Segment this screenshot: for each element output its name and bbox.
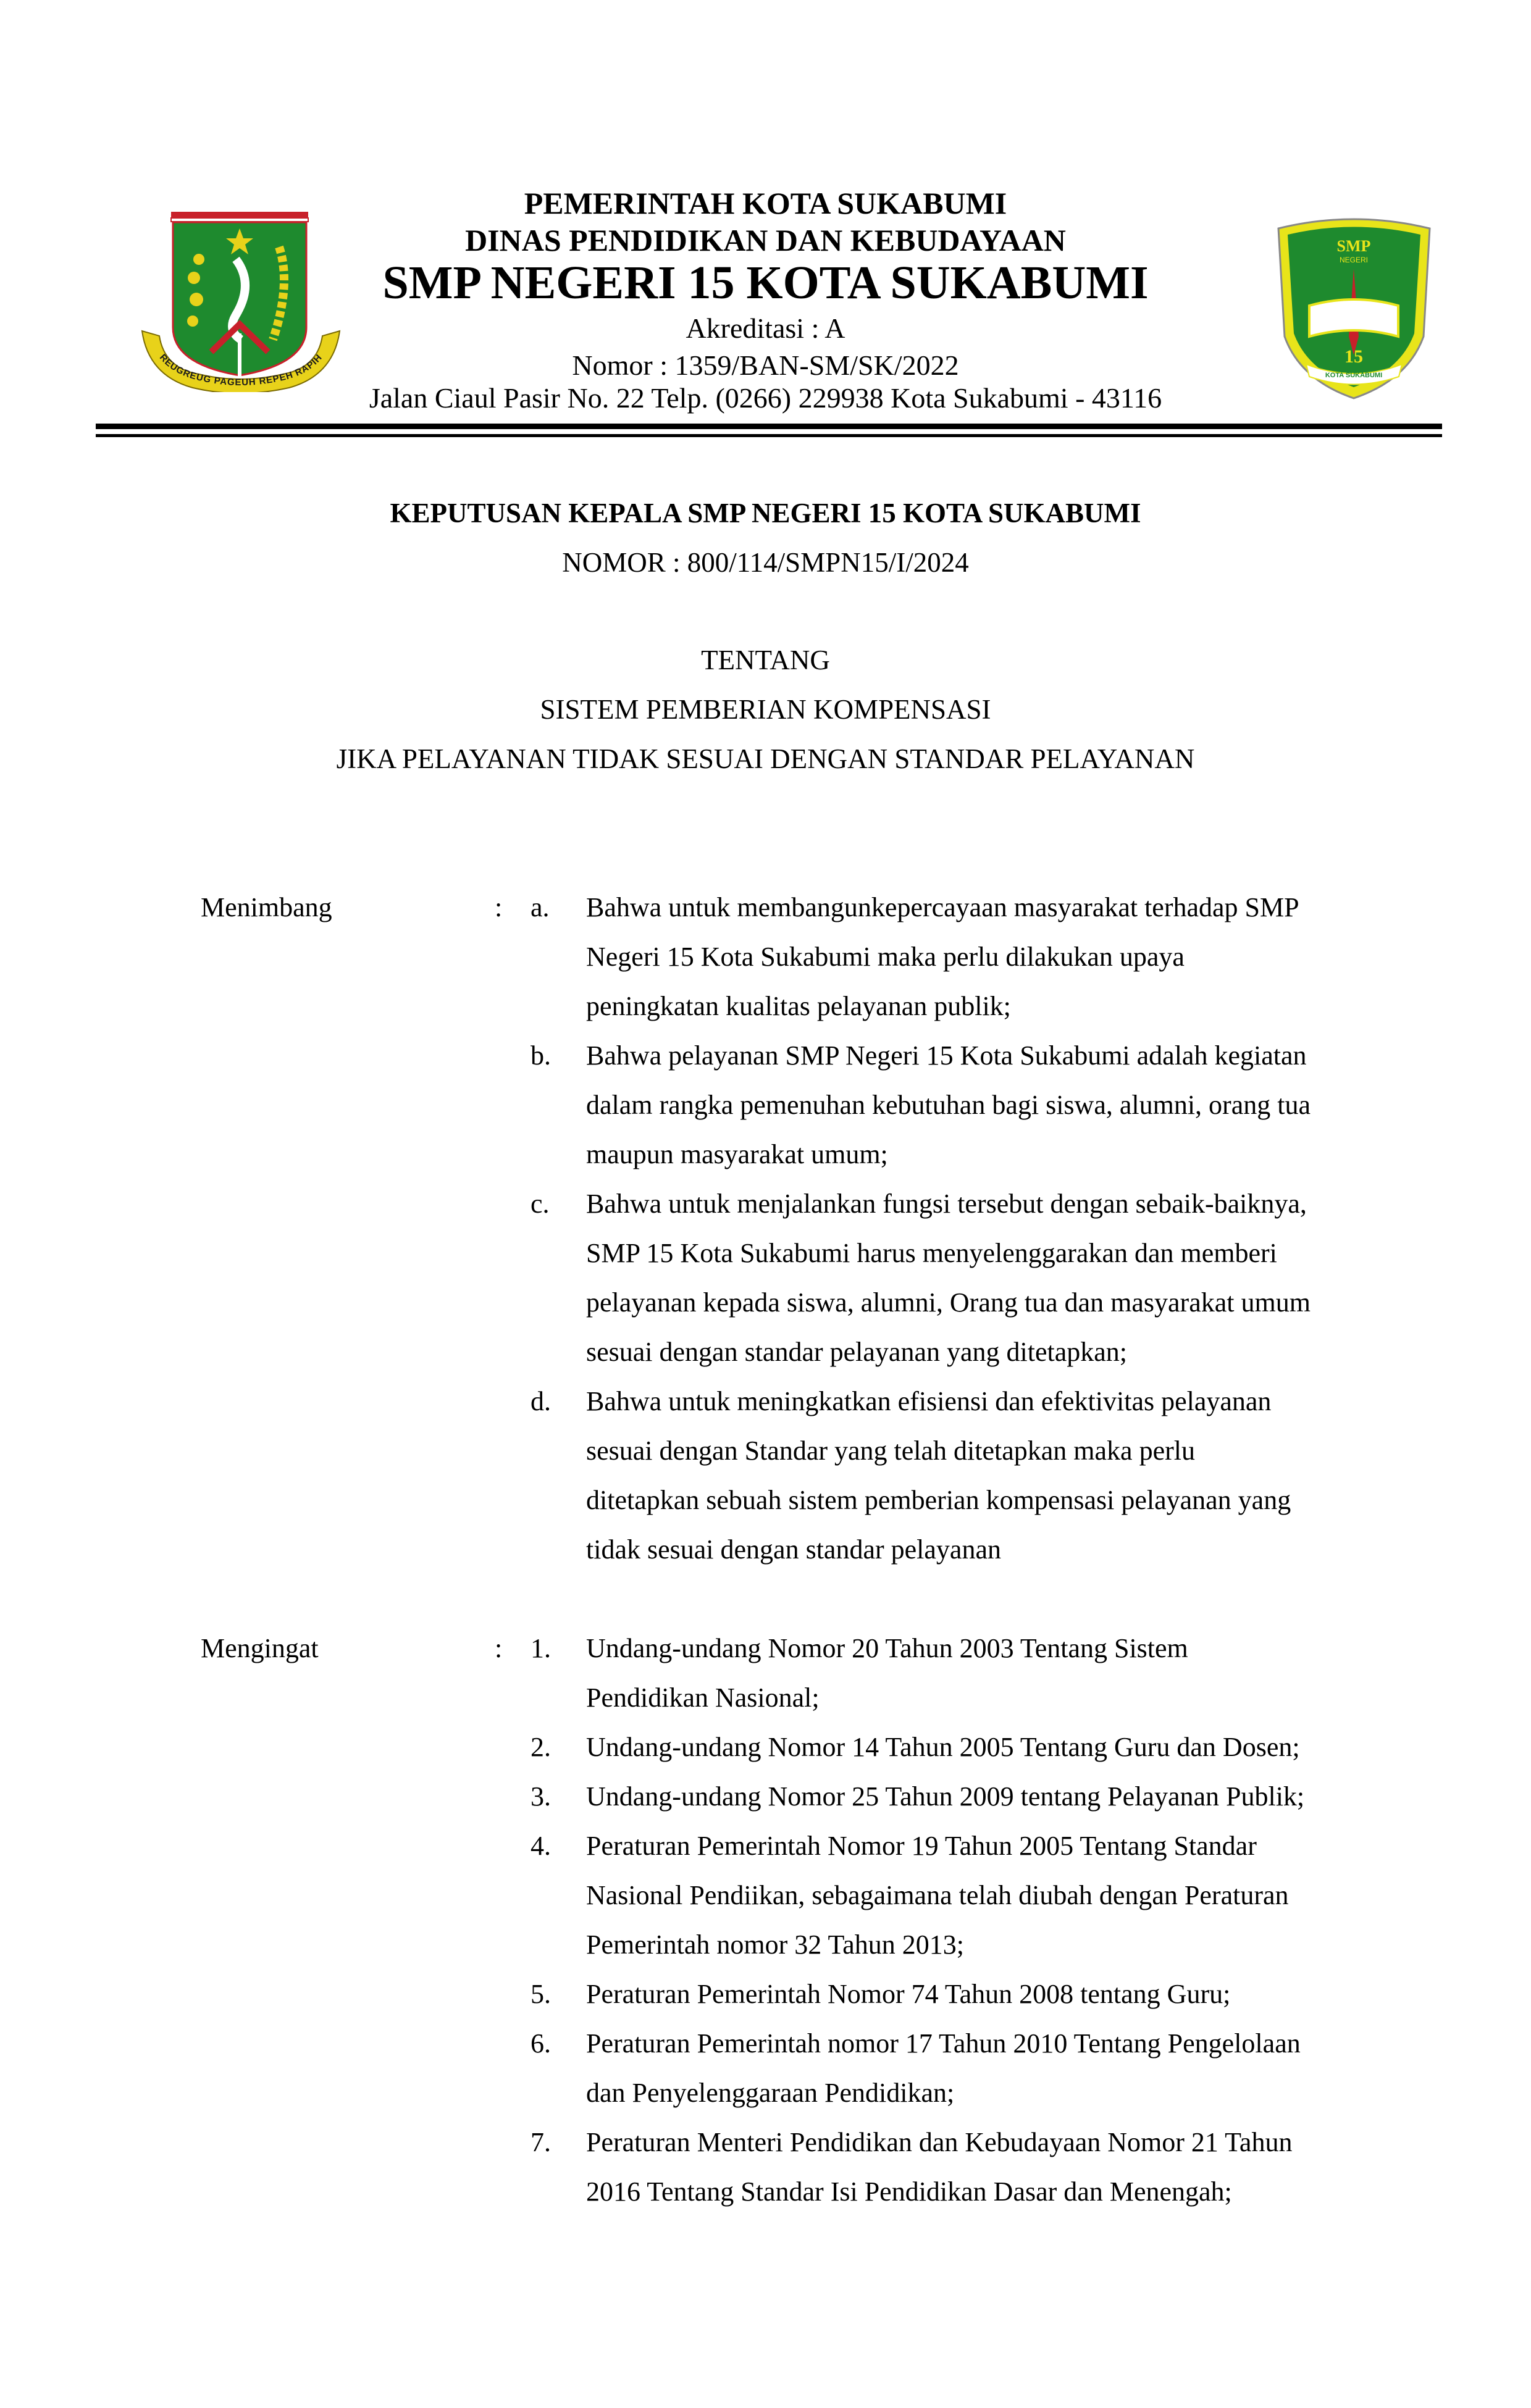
item-text-line: tidak sesuai dengan standar pelayanan bbox=[586, 1534, 1001, 1565]
label-spacer bbox=[201, 1377, 495, 1574]
item-text bbox=[586, 1179, 1374, 1377]
decree-body bbox=[201, 883, 1374, 2217]
clause-item bbox=[201, 2019, 1374, 2118]
item-text bbox=[586, 1723, 1374, 1772]
clause-item bbox=[201, 1624, 1374, 1723]
decree-number: NOMOR : 800/114/SMPN15/I/2024 bbox=[562, 547, 969, 578]
section-colon: : bbox=[495, 1633, 503, 1663]
item-text-line: Undang-undang Nomor 14 Tahun 2005 Tentang Guru dan Dosen; bbox=[586, 1732, 1300, 1762]
clause-item bbox=[201, 1179, 1374, 1377]
item-text-line: 2016 Tentang Standar Isi Pendidikan Dasar dan Menengah; bbox=[586, 2176, 1232, 2207]
colon-spacer bbox=[495, 2118, 531, 2217]
item-text-line: Peraturan Menteri Pendidikan dan Kebudayaan Nomor 21 Tahun bbox=[586, 2127, 1293, 2157]
label-spacer bbox=[201, 1772, 495, 1821]
item-text bbox=[586, 1031, 1374, 1179]
header-rule-thin bbox=[96, 434, 1442, 437]
item-marker: 2. bbox=[531, 1732, 551, 1762]
colon-spacer bbox=[495, 1179, 531, 1377]
school-emblem-smp: SMP bbox=[1336, 237, 1371, 255]
label-spacer bbox=[201, 1970, 495, 2019]
decree-subject-line2: JIKA PELAYANAN TIDAK SESUAI DENGAN STANDAR PELAYANAN bbox=[336, 743, 1195, 774]
item-text-line: Undang-undang Nomor 20 Tahun 2003 Tentang Sistem bbox=[586, 1633, 1188, 1663]
item-text-line: Peraturan Pemerintah Nomor 74 Tahun 2008 tentang Guru; bbox=[586, 1979, 1231, 2009]
item-text bbox=[586, 1772, 1374, 1821]
item-text-line: Undang-undang Nomor 25 Tahun 2009 tentang Pelayanan Publik; bbox=[586, 1781, 1305, 1812]
clause-item bbox=[201, 1821, 1374, 1970]
item-marker: 4. bbox=[531, 1831, 551, 1861]
clause-item bbox=[201, 1772, 1374, 1821]
item-text-line: Peraturan Pemerintah Nomor 19 Tahun 2005 Tentang Standar bbox=[586, 1831, 1257, 1861]
header-accreditation: Akreditasi : A bbox=[686, 312, 845, 344]
header-school-name: SMP NEGERI 15 KOTA SUKABUMI bbox=[382, 257, 1149, 309]
item-text-line: dalam rangka pemenuhan kebutuhan bagi siswa, alumni, orang tua bbox=[586, 1090, 1311, 1120]
item-text-line: Nasional Pendiikan, sebagaimana telah diubah dengan Peraturan bbox=[586, 1880, 1289, 1910]
section-gap bbox=[201, 1574, 1374, 1624]
item-text-line: Negeri 15 Kota Sukabumi maka perlu dilakukan upaya bbox=[586, 942, 1185, 972]
item-marker: a. bbox=[531, 892, 550, 922]
header-address: Jalan Ciaul Pasir No. 22 Telp. (0266) 229938 Kota Sukabumi - 43116 bbox=[369, 382, 1162, 414]
decree-subject-line1: SISTEM PEMBERIAN KOMPENSASI bbox=[540, 694, 991, 725]
label-spacer bbox=[201, 1031, 495, 1179]
item-marker: 1. bbox=[531, 1633, 551, 1663]
label-spacer bbox=[201, 1179, 495, 1377]
item-text bbox=[586, 883, 1374, 1031]
clause-item bbox=[201, 1377, 1374, 1574]
item-marker: 5. bbox=[531, 1979, 551, 2009]
item-text-line: Pemerintah nomor 32 Tahun 2013; bbox=[586, 1929, 965, 1960]
city-emblem-motto: REUGREUG PAGEUH REPEH RAPIH bbox=[157, 352, 325, 388]
item-text bbox=[586, 1821, 1374, 1970]
item-text-line: Bahwa untuk meningkatkan efisiensi dan efektivitas pelayanan bbox=[586, 1386, 1272, 1416]
item-marker: c. bbox=[531, 1189, 550, 1219]
item-text-line: sesuai dengan standar pelayanan yang ditetapkan; bbox=[586, 1337, 1128, 1367]
label-spacer bbox=[201, 1723, 495, 1772]
item-marker: 7. bbox=[531, 2127, 551, 2157]
colon-spacer bbox=[495, 1723, 531, 1772]
item-text bbox=[586, 1970, 1374, 2019]
item-text-line: dan Penyelenggaraan Pendidikan; bbox=[586, 2078, 955, 2108]
colon-spacer bbox=[495, 2019, 531, 2118]
clause-item bbox=[201, 2118, 1374, 2217]
item-marker: b. bbox=[531, 1040, 551, 1071]
item-text-line: Bahwa untuk membangunkepercayaan masyarakat terhadap SMP bbox=[586, 892, 1299, 922]
item-text-line: SMP 15 Kota Sukabumi harus menyelenggarakan dan memberi bbox=[586, 1238, 1277, 1268]
clause-item bbox=[201, 1723, 1374, 1772]
item-text bbox=[586, 2019, 1374, 2118]
item-text-line: Peraturan Pemerintah nomor 17 Tahun 2010 Tentang Pengelolaan bbox=[586, 2028, 1301, 2059]
section-colon: : bbox=[495, 892, 503, 922]
item-marker: 6. bbox=[531, 2028, 551, 2059]
item-text-line: peningkatan kualitas pelayanan publik; bbox=[586, 991, 1011, 1021]
item-text-line: Bahwa untuk menjalankan fungsi tersebut dengan sebaik-baiknya, bbox=[586, 1189, 1307, 1219]
header-rule-thick bbox=[96, 424, 1442, 429]
school-emblem-negeri: NEGERI bbox=[1339, 256, 1369, 264]
clause-item bbox=[201, 1970, 1374, 2019]
item-marker: 3. bbox=[531, 1781, 551, 1812]
item-text-line: Pendidikan Nasional; bbox=[586, 1683, 820, 1713]
section-label: Mengingat bbox=[201, 1633, 319, 1663]
item-text-line: sesuai dengan Standar yang telah ditetapkan maka perlu bbox=[586, 1436, 1195, 1466]
label-spacer bbox=[201, 1821, 495, 1970]
item-text-line: ditetapkan sebuah sistem pemberian kompensasi pelayanan yang bbox=[586, 1485, 1291, 1515]
header-department: DINAS PENDIDIKAN DAN KEBUDAYAAN bbox=[465, 223, 1066, 257]
item-text bbox=[586, 1377, 1374, 1574]
label-spacer bbox=[201, 2019, 495, 2118]
clause-item bbox=[201, 1031, 1374, 1179]
colon-spacer bbox=[495, 1031, 531, 1179]
decree-about: TENTANG bbox=[701, 645, 830, 675]
school-emblem-city: KOTA SUKABUMI bbox=[1325, 372, 1383, 379]
item-marker: d. bbox=[531, 1386, 551, 1416]
colon-spacer bbox=[495, 1970, 531, 2019]
colon-spacer bbox=[495, 1772, 531, 1821]
section-label: Menimbang bbox=[201, 892, 332, 922]
item-text-line: pelayanan kepada siswa, alumni, Orang tua dan masyarakat umum bbox=[586, 1287, 1311, 1318]
clause-item bbox=[201, 883, 1374, 1031]
colon-spacer bbox=[495, 1821, 531, 1970]
header-government: PEMERINTAH KOTA SUKABUMI bbox=[524, 186, 1007, 220]
item-text-line: maupun masyarakat umum; bbox=[586, 1139, 888, 1169]
item-text bbox=[586, 1624, 1374, 1723]
decree-title: KEPUTUSAN KEPALA SMP NEGERI 15 KOTA SUKABUMI bbox=[390, 498, 1141, 529]
colon-spacer bbox=[495, 1377, 531, 1574]
label-spacer bbox=[201, 2118, 495, 2217]
school-emblem-number: 15 bbox=[1344, 346, 1363, 367]
header-accreditation-number: Nomor : 1359/BAN-SM/SK/2022 bbox=[572, 349, 959, 381]
item-text bbox=[586, 2118, 1374, 2217]
item-text-line: Bahwa pelayanan SMP Negeri 15 Kota Sukabumi adalah kegiatan bbox=[586, 1040, 1307, 1071]
